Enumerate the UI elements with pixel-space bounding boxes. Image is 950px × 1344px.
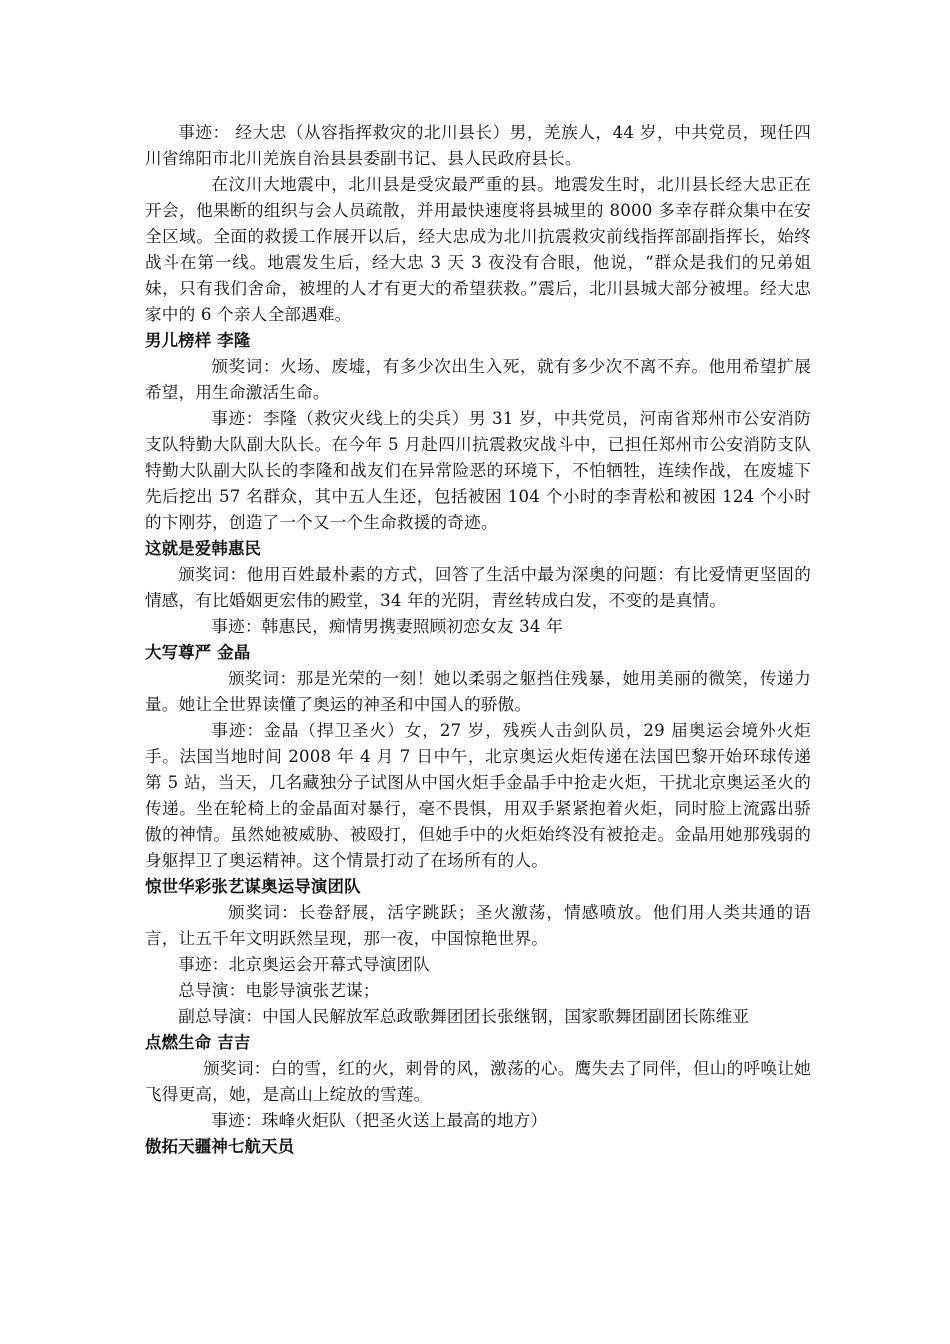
paragraph-jing-dazhong-deeds: 事迹： 经大忠（从容指挥救灾的北川县长）男，羌族人，44 岁，中共党员，现任四川省绵阳市北川羌族自治县县委副书记、县人民政府县长。 <box>145 123 811 168</box>
paragraph-zhang-yimou-citation: 颁奖词：长卷舒展，活字跳跃；圣火激荡，情感喷放。他们用人类共通的语言，让五千年文明跃然呈现，那一夜，中国惊艳世界。 <box>145 903 811 948</box>
paragraph-zhang-yimou-deeds: 事迹：北京奥运会开幕式导演团队 <box>178 955 431 974</box>
paragraph-li-long-deeds: 事迹：李隆（救灾火线上的尖兵）男 31 岁，中共党员，河南省郑州市公安消防支队特勤大队副大队长。在今年 5 月赴四川抗震救灾战斗中，已担任郑州市公安消防支队特勤大队副大队长的李隆和战友们在异常险恶的环境下，不怕牺牲，连续作战，在废墟下先后挖出 57 名群众，其中五人生还，包括被困 104 个小时的李青松和被困 124 个小时的卞刚芬，创造了一个又一个生命救援的奇迹。 <box>145 409 811 532</box>
paragraph-han-huimin-deeds: 事迹：韩惠民，痴情男携妻照顾初恋女友 34 年 <box>211 617 563 636</box>
heading-shenzhou7-astronauts: 傲拓天疆神七航天员 <box>145 1137 295 1156</box>
paragraph-li-long-citation: 颁奖词：火场、废墟，有多少次出生入死，就有多少次不离不弃。他用希望扩展希望，用生命激活生命。 <box>145 357 811 402</box>
heading-li-long: 男儿榜样 李隆 <box>145 331 251 350</box>
document-body <box>145 120 811 1160</box>
paragraph-jiji-citation: 颁奖词：白的雪，红的火，刺骨的风，激荡的心。鹰失去了同伴，但山的呼唤让她飞得更高，她，是高山上绽放的雪莲。 <box>145 1059 811 1104</box>
paragraph-jin-jing-citation: 颁奖词：那是光荣的一刻！她以柔弱之躯挡住残暴，她用美丽的微笑，传递力量。她让全世界读懂了奥运的神圣和中国人的骄傲。 <box>145 669 811 714</box>
paragraph-jing-dazhong-earthquake: 在汶川大地震中，北川县是受灾最严重的县。地震发生时，北川县长经大忠正在开会，他果断的组织与会人员疏散，并用最快速度将县城里的 8000 多幸存群众集中在安全区域。全面的救援工作展开以后，经大忠成为北川抗震救灾前线指挥部副指挥长，始终战斗在第一线。地震发生后，经大忠 3 天 3 夜没有合眼，他说，“群众是我们的兄弟姐妹，只有我们舍命，被埋的人才有更大的希望获救。”震后，北川县城大部分被埋。经大忠家中的 6 个亲人全部遇难。 <box>145 175 811 324</box>
paragraph-han-huimin-citation: 颁奖词：他用百姓最朴素的方式，回答了生活中最为深奥的问题：有比爱情更坚固的情感，有比婚姻更宏伟的殿堂，34 年的光阴，青丝转成白发，不变的是真情。 <box>145 565 811 610</box>
heading-han-huimin: 这就是爱韩惠民 <box>145 539 262 558</box>
heading-zhang-yimou-team: 惊世华彩张艺谋奥运导演团队 <box>145 877 361 896</box>
paragraph-chief-director: 总导演：电影导演张艺谋； <box>178 981 380 1000</box>
paragraph-jiji-deeds: 事迹：珠峰火炬队（把圣火送上最高的地方） <box>211 1111 548 1130</box>
heading-jiji: 点燃生命 吉吉 <box>145 1033 251 1052</box>
paragraph-jin-jing-deeds: 事迹：金晶（捍卫圣火）女，27 岁，残疾人击剑队员，29 届奥运会境外火炬手。法国当地时间 2008 年 4 月 7 日中午，北京奥运火炬传递在法国巴黎开始环球传递第 5 站，当天，几名藏独分子试图从中国火炬手金晶手中抢走火炬，干扰北京奥运圣火的传递。坐在轮椅上的金晶面对暴行，毫不畏惧，用双手紧紧抱着火炬，同时脸上流露出骄傲的神情。虽然她被威胁、被殴打，但她手中的火炬始终没有被抢走。金晶用她那残弱的身躯捍卫了奥运精神。这个情景打动了在场所有的人。 <box>145 721 811 870</box>
paragraph-deputy-directors: 副总导演：中国人民解放军总政歌舞团团长张继钢，国家歌舞团副团长陈维亚 <box>178 1007 750 1026</box>
heading-jin-jing: 大写尊严 金晶 <box>145 643 251 662</box>
